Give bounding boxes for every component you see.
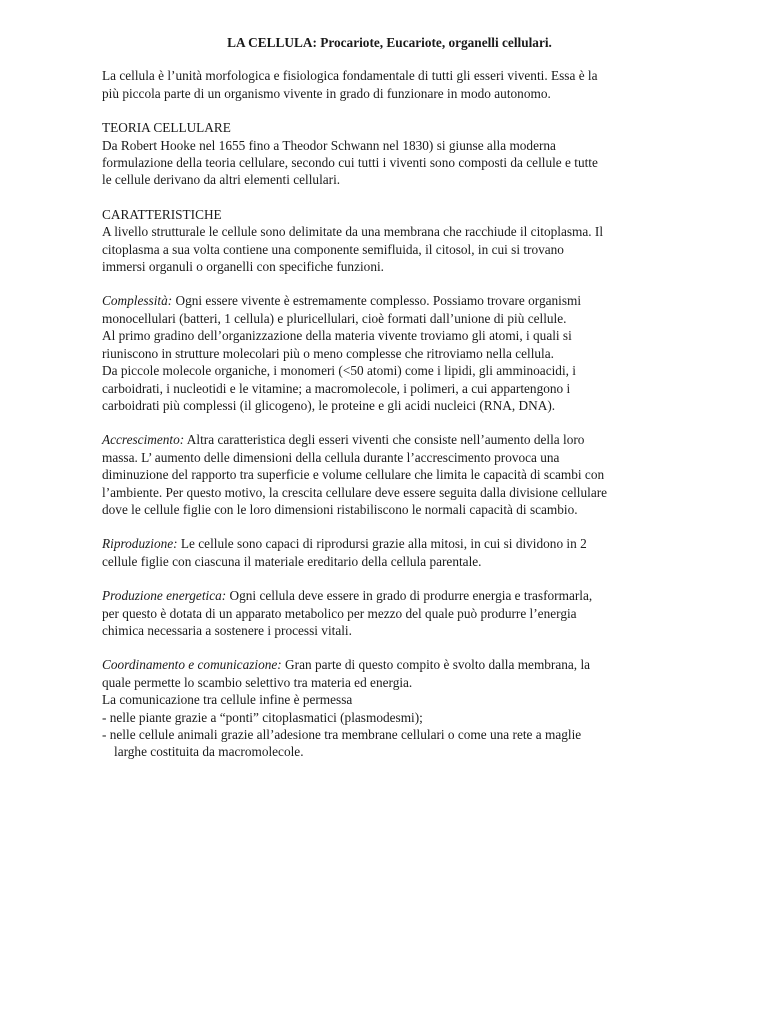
accrescimento-paragraph xyxy=(102,431,677,518)
text-line: immersi organuli o organelli con specifiche funzioni. xyxy=(102,259,384,275)
text-line xyxy=(102,587,677,604)
list-item: - nelle piante grazie a “ponti” citoplasmatici (plasmodesmi); xyxy=(102,709,423,725)
text-line: dove le cellule figlie con le loro dimensioni ristabiliscono le normali capacità di scambio. xyxy=(102,501,578,517)
text-line xyxy=(102,656,677,673)
text-line: larghe costituita da macromolecole. xyxy=(114,744,304,760)
text-line: chimica necessaria a sostenere i processi vitali. xyxy=(102,622,352,638)
document-page xyxy=(102,34,677,778)
coordinamento-paragraph xyxy=(102,656,677,760)
text-line: monocellulari (batteri, 1 cellula) e pluricellulari, cioè formati dall’unione di più cellule. xyxy=(102,310,567,326)
text-line: citoplasma a sua volta contiene una componente semifluida, il citosol, in cui si trovano xyxy=(102,241,564,257)
text-line: Da Robert Hooke nel 1655 fino a Theodor Schwann nel 1830) si giunse alla moderna xyxy=(102,137,556,153)
text-line: l’ambiente. Per questo motivo, la crescita cellulare deve essere seguita dalla divisione cellulare xyxy=(102,484,608,500)
term-text: Ogni essere vivente è estremamente complesso. Possiamo trovare organismi xyxy=(172,293,582,309)
riproduzione-paragraph xyxy=(102,535,677,570)
produzione-paragraph xyxy=(102,587,677,639)
term-label: Riproduzione: xyxy=(102,536,178,552)
term-label: Produzione energetica: xyxy=(102,588,227,604)
section-heading-caratteristiche: CARATTERISTICHE xyxy=(102,206,222,222)
text-line: La comunicazione tra cellule infine è permessa xyxy=(102,692,353,708)
text-line: Da piccole molecole organiche, i monomeri (<50 atomi) come i lipidi, gli amminoacidi, i xyxy=(102,363,576,379)
text-line: riuniscono in strutture molecolari più o meno complesse che ritroviamo nella cellula. xyxy=(102,345,554,361)
text-line: più piccola parte di un organismo vivente in grado di funzionare in modo autonomo. xyxy=(102,85,551,101)
bullet-list xyxy=(102,709,677,744)
text-line: formulazione della teoria cellulare, secondo cui tutti i viventi sono composti da cellule e tutte xyxy=(102,155,598,171)
term-text: Gran parte di questo compito è svolto dalla membrana, la xyxy=(281,657,591,673)
document-title: LA CELLULA: Procariote, Eucariote, organelli cellulari. xyxy=(227,35,552,50)
term-text: Altra caratteristica degli esseri viventi che consiste nell’aumento della loro xyxy=(184,432,585,448)
text-line xyxy=(102,431,677,448)
text-line: massa. L’ aumento delle dimensioni della cellula durante l’accrescimento provoca una xyxy=(102,449,560,465)
term-label: Accrescimento: xyxy=(102,432,185,448)
text-line: La cellula è l’unità morfologica e fisiologica fondamentale di tutti gli esseri viventi. Essa è la xyxy=(102,68,598,84)
term-label: Complessità: xyxy=(102,293,173,309)
text-line: quale permette lo scambio selettivo tra materia ed energia. xyxy=(102,674,413,690)
complessita-paragraph xyxy=(102,292,677,414)
text-line: cellule figlie con ciascuna il materiale ereditario della cellula parentale. xyxy=(102,553,482,569)
term-text: Ogni cellula deve essere in grado di produrre energia e trasformarla, xyxy=(226,588,593,604)
term-label: Coordinamento e comunicazione: xyxy=(102,657,282,673)
text-line: carboidrati, i nucleotidi e le vitamine; a macromolecole, i polimeri, a cui appartengono i xyxy=(102,380,571,396)
text-line: le cellule derivano da altri elementi cellulari. xyxy=(102,172,341,188)
list-item: - nelle cellule animali grazie all’adesione tra membrane cellulari o come una rete a maglie xyxy=(102,727,582,742)
text-line xyxy=(102,292,677,309)
teoria-section xyxy=(102,119,677,189)
caratteristiche-section xyxy=(102,206,677,276)
text-line: diminuzione del rapporto tra superficie e volume cellulare che limita le capacità di scambi con xyxy=(102,467,605,483)
section-heading-teoria: TEORIA CELLULARE xyxy=(102,120,231,136)
text-line: A livello strutturale le cellule sono delimitate da una membrana che racchiude il citoplasma. Il xyxy=(102,224,604,240)
text-line: per questo è dotata di un apparato metabolico per mezzo del quale può produrre l’energia xyxy=(102,605,577,621)
term-text: Le cellule sono capaci di riprodursi grazie alla mitosi, in cui si dividono in 2 xyxy=(177,536,587,552)
text-line: carboidrati più complessi (il glicogeno), le proteine e gli acidi nucleici (RNA, DNA). xyxy=(102,397,556,413)
text-line: Al primo gradino dell’organizzazione della materia vivente troviamo gli atomi, i quali si xyxy=(102,328,572,344)
intro-paragraph xyxy=(102,67,677,102)
text-line xyxy=(102,535,677,552)
